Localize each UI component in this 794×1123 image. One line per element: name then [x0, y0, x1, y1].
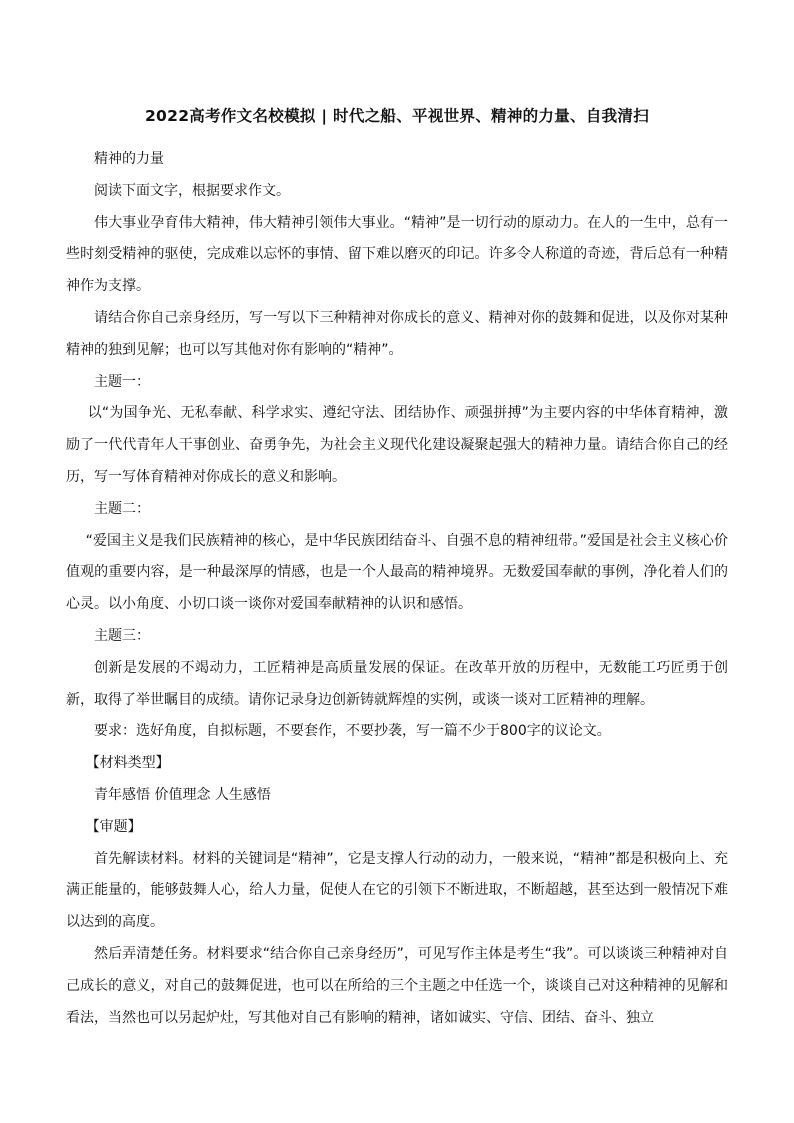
theme-three-heading: 主题三：	[94, 627, 150, 644]
instruction-paragraph: 阅读下面文字，根据要求作文。	[94, 182, 290, 199]
theme-two-heading: 主题二：	[94, 500, 150, 517]
material-type-heading: 【材料类型】	[85, 755, 170, 772]
theme-one-paragraph: 以“为国争光、无私奉献、科学求实、遵纪守法、团结协作、顽强拼搏”为主要内容的中华体育精神，激励了一代代青年人干事创业、奋勇争先，为社会主义现代化建设凝聚起强大的精神力量。请结合你自己的经历，写一写体育精神对你成长的意义和影响。	[66, 405, 728, 485]
analysis-heading: 【审题】	[85, 818, 142, 835]
material-paragraph: 伟大事业孕育伟大精神，伟大精神引领伟大事业。“精神”是一切行动的原动力。在人的一生中，总有一些时刻受精神的驱使，完成难以忘怀的事情、留下难以磨灭的印记。许多令人称道的奇迹，背后总有一种精神作为支撑。	[66, 214, 728, 295]
task-paragraph: 请结合你自己亲身经历，写一写以下三种精神对你成长的意义、精神对你的鼓舞和促进，以及你对某种精神的独到见解；也可以写其他对你有影响的“精神”。	[66, 309, 728, 358]
theme-one-heading: 主题一：	[94, 373, 150, 390]
analysis-paragraph-1: 首先解读材料。材料的关键词是“精神”，它是支撑人行动的动力，一般来说，“精神”都是积极向上、充满正能量的，能够鼓舞人心，给人力量，促使人在它的引领下不断进取，不断超越，甚至达到一般情况下难以达到的高度。	[66, 850, 728, 931]
material-type-values: 青年感悟 价值理念 人生感悟	[94, 786, 271, 803]
document-body	[66, 144, 728, 1034]
theme-three-paragraph: 创新是发展的不竭动力，工匠精神是高质量发展的保证。在改革开放的历程中，无数能工巧匠勇于创新，取得了举世瞩目的成绩。请你记录身边创新铸就辉煌的实例，或谈一谈对工匠精神的理解。	[66, 659, 728, 708]
analysis-paragraph-2: 然后弄清楚任务。材料要求“结合你自己亲身经历”，可见写作主体是考生“我”。可以谈谈三种精神对自己成长的意义，对自己的鼓舞促进，也可以在所给的三个主题之中任选一个，谈谈自己对这种精神的见解和看法，当然也可以另起炉灶，写其他对自己有影响的精神，诸如诚实、守信、团结、奋斗、独立	[66, 945, 728, 1026]
section-heading: 精神的力量	[94, 151, 164, 167]
requirements-paragraph: 要求：选好角度，自拟标题，不要套作，不要抄袭，写一篇不少于800字的议论文。	[94, 723, 611, 740]
document-title: 2022高考作文名校模拟 | 时代之船、平视世界、精神的力量、自我清扫	[144, 107, 650, 125]
theme-two-paragraph: “爱国主义是我们民族精神的核心，是中华民族团结奋斗、自强不息的精神纽带。”爱国是社会主义核心价值观的重要内容，是一种最深厚的情感，也是一个人最高的精神境界。无数爱国奉献的事例，净化着人们的心灵。以小角度、小切口谈一谈你对爱国奉献精神的认识和感悟。	[66, 532, 728, 613]
